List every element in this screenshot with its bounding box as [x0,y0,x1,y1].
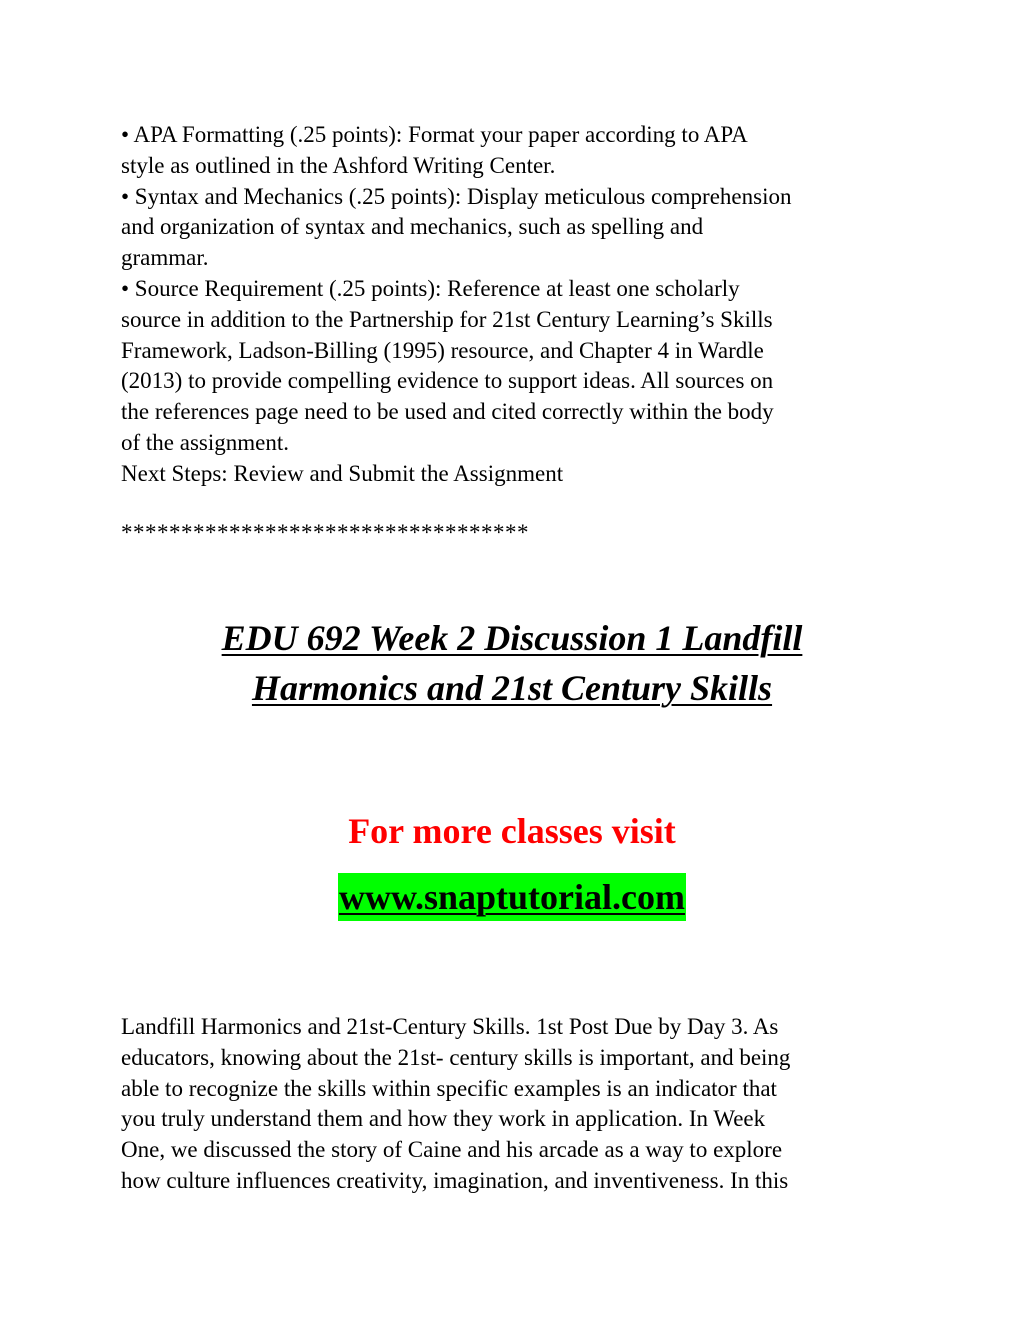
assignment-requirements-text: • APA Formatting (.25 points): Format your paper according to APA style as outlined in the Ashford Writing Center. • Syntax and Mechanics (.25 points): Display meticulous comprehension and organization of syntax and mechanics, such as spelling and grammar. • Source Requirement (.25 points): Reference at least one scholarly source in addition to the Partnership for 21st Century Learning’s Skills Framework, Ladson-Billing (1995) resource, and Chapter 4 in Wardle (2013) to provide compelling evidence to support ideas. All sources on the references page need to be used and cited correctly within the body of the assignment. Next Steps: Review and Submit the Assignment [121,122,792,486]
snaptutorial-link[interactable]: www.snaptutorial.com [338,873,686,921]
promo-text: For more classes visit [348,811,676,851]
promo-link-container [0,873,1024,921]
separator-line: ********************************** [121,520,529,545]
discussion-body-text: Landfill Harmonics and 21st-Century Skills. 1st Post Due by Day 3. As educators, knowing about the 21st- century skills is important, and being able to recognize the skills within specific examples is an indicator that you truly understand them and how they work in application. In Week One, we discussed the story of Caine and his arcade as a way to explore how culture influences creativity, imagination, and inventiveness. In this [121,1014,791,1193]
page-title: EDU 692 Week 2 Discussion 1 Landfill Harmonics and 21st Century Skills [221,618,803,708]
